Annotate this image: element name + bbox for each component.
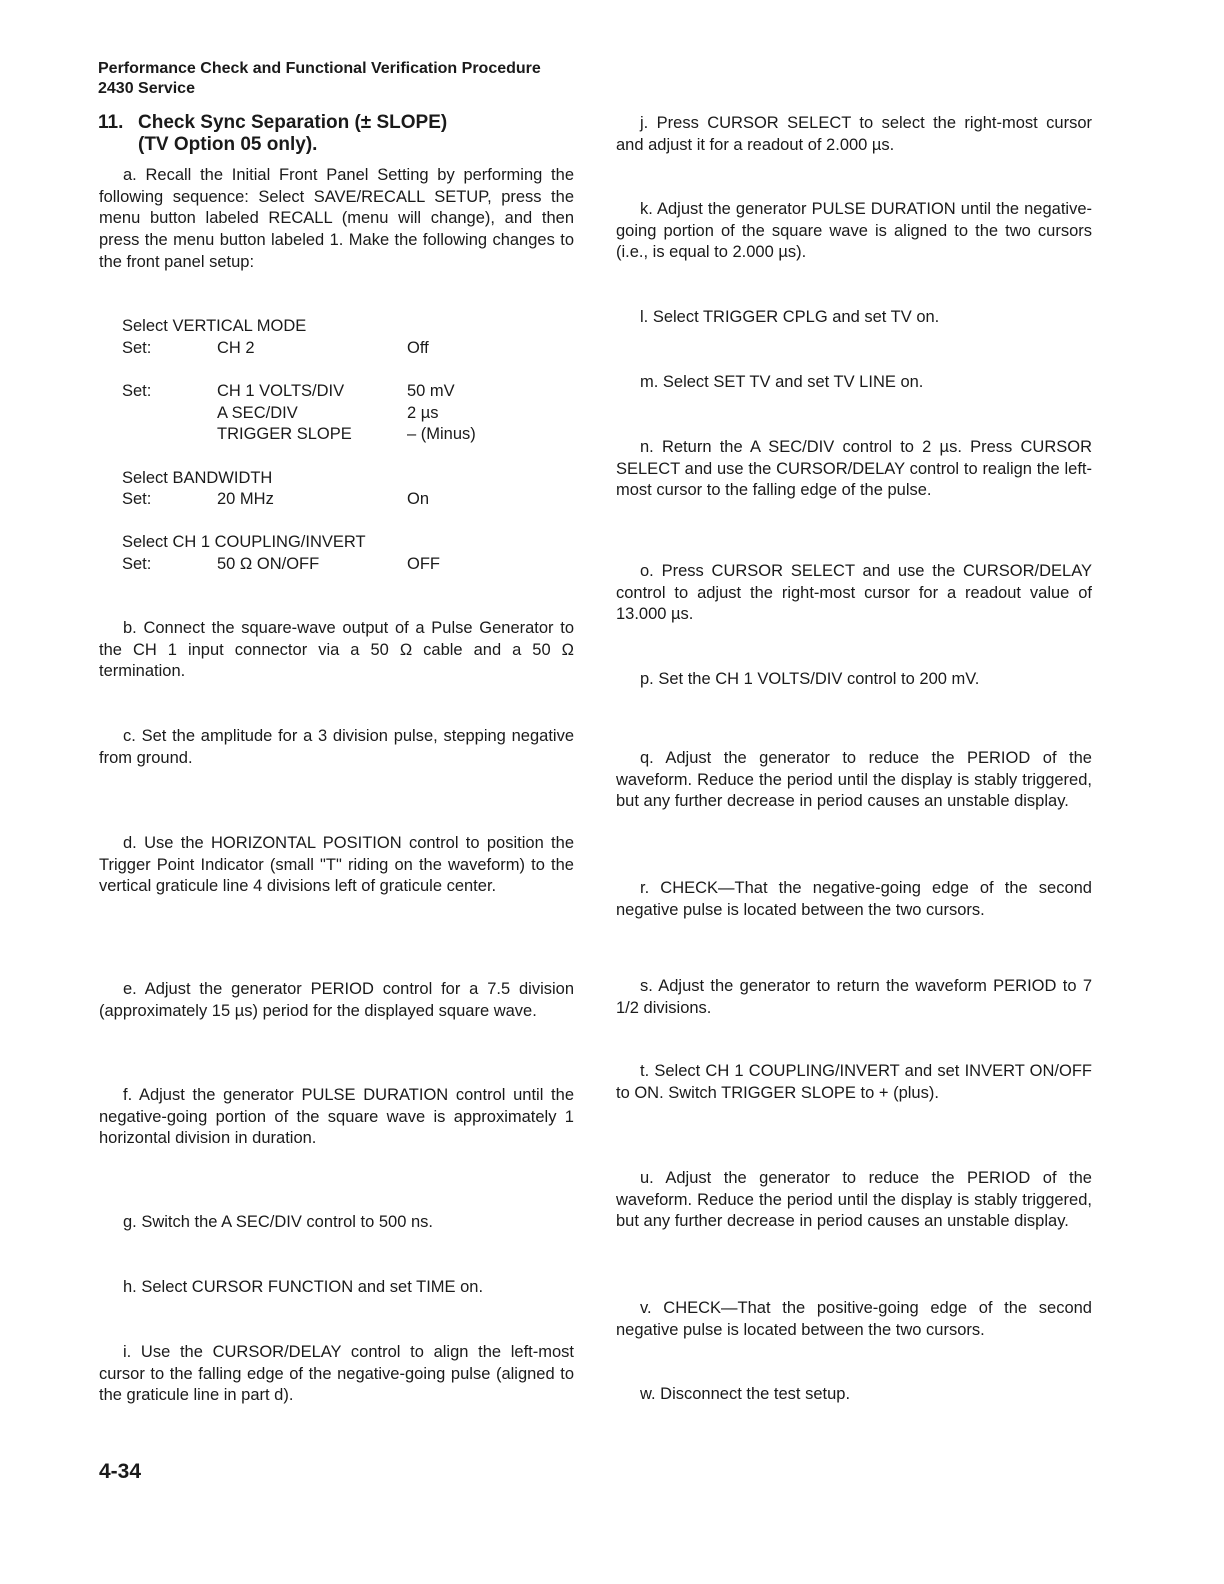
step-h: h. Select CURSOR FUNCTION and set TIME on. [123,1278,484,1296]
setup-set-label: Set: [122,490,152,508]
step-a: a. Recall the Initial Front Panel Setting by performing the following sequence: Select SAVE/RECALL SETUP, press the menu button labeled RECALL (menu will change), and then press the menu button labeled 1. Make the following changes to the front panel setup: [99,166,574,271]
step-c: c. Set the amplitude for a 3 division pulse, stepping negative from ground. [99,727,574,767]
step-e: e. Adjust the generator PERIOD control for a 7.5 division (approximately 15 µs) period for the displayed square wave. [99,980,574,1020]
step-d: d. Use the HORIZONTAL POSITION control to position the Trigger Point Indicator (small "T" riding on the waveform) to the vertical graticule line 4 divisions left of graticule center. [99,834,574,896]
step-w: w. Disconnect the test setup. [640,1385,851,1403]
step-r: r. CHECK—That the negative-going edge of the second negative pulse is located between the two cursors. [616,879,1092,919]
step-b: b. Connect the square-wave output of a Pulse Generator to the CH 1 input connector via a 50 Ω cable and a 50 Ω termination. [99,619,574,681]
setup-coupling-heading: Select CH 1 COUPLING/INVERT [122,533,366,551]
step-t: t. Select CH 1 COUPLING/INVERT and set INVERT ON/OFF to ON. Switch TRIGGER SLOPE to + (plus). [616,1062,1092,1102]
setup-item: A SEC/DIV [217,404,298,422]
setup-value: 2 µs [407,404,439,422]
step-g: g. Switch the A SEC/DIV control to 500 ns. [123,1213,433,1231]
section-title: Check Sync Separation (± SLOPE) [138,112,448,133]
step-l: l. Select TRIGGER CPLG and set TV on. [640,308,940,326]
setup-item: TRIGGER SLOPE [217,425,352,443]
step-s: s. Adjust the generator to return the waveform PERIOD to 7 1/2 divisions. [616,977,1092,1017]
setup-set-label: Set: [122,382,152,400]
setup-item: CH 1 VOLTS/DIV [217,382,345,400]
setup-value: Off [407,339,429,357]
step-u: u. Adjust the generator to reduce the PERIOD of the waveform. Reduce the period until the display is stably triggered, but any further decrease in period causes an unstable display. [616,1169,1092,1231]
setup-item: 20 MHz [217,490,274,508]
setup-vertical-mode-heading: Select VERTICAL MODE [122,317,307,335]
setup-value: – (Minus) [407,425,476,443]
running-header-subtitle: 2430 Service [98,80,195,97]
step-o: o. Press CURSOR SELECT and use the CURSOR/DELAY control to adjust the right-most cursor for a readout value of 13.000 µs. [616,562,1092,624]
front-panel-setup-table [122,316,574,586]
setup-set-label: Set: [122,339,152,357]
setup-item: CH 2 [217,339,255,357]
section-number: 11. [98,112,124,133]
step-f: f. Adjust the generator PULSE DURATION control until the negative-going portion of the square wave is approximately 1 horizontal division in duration. [99,1086,574,1148]
setup-value: 50 mV [407,382,455,400]
running-header-title: Performance Check and Functional Verification Procedure [98,60,541,77]
step-i: i. Use the CURSOR/DELAY control to align the left-most cursor to the falling edge of the negative-going pulse (aligned to the graticule line in part d). [99,1343,574,1405]
step-q: q. Adjust the generator to reduce the PERIOD of the waveform. Reduce the period until the display is stably triggered, but any further decrease in period causes an unstable display. [616,749,1092,811]
setup-bandwidth-heading: Select BANDWIDTH [122,469,273,487]
step-v: v. CHECK—That the positive-going edge of the second negative pulse is located between the two cursors. [616,1299,1092,1339]
step-j: j. Press CURSOR SELECT to select the right-most cursor and adjust it for a readout of 2.000 µs. [616,114,1092,154]
setup-item: 50 Ω ON/OFF [217,555,320,573]
section-title-line2: (TV Option 05 only). [138,134,318,155]
step-k: k. Adjust the generator PULSE DURATION until the negative-going portion of the square wave is aligned to the two cursors (i.e., is equal to 2.000 µs). [616,200,1092,262]
page-number: 4-34 [99,1460,142,1483]
setup-set-label: Set: [122,555,152,573]
setup-value: OFF [407,555,440,573]
step-p: p. Set the CH 1 VOLTS/DIV control to 200 mV. [640,670,980,688]
step-m: m. Select SET TV and set TV LINE on. [640,373,924,391]
setup-value: On [407,490,430,508]
step-n: n. Return the A SEC/DIV control to 2 µs. Press CURSOR SELECT and use the CURSOR/DELAY control to realign the left-most cursor to the falling edge of the pulse. [616,438,1092,500]
